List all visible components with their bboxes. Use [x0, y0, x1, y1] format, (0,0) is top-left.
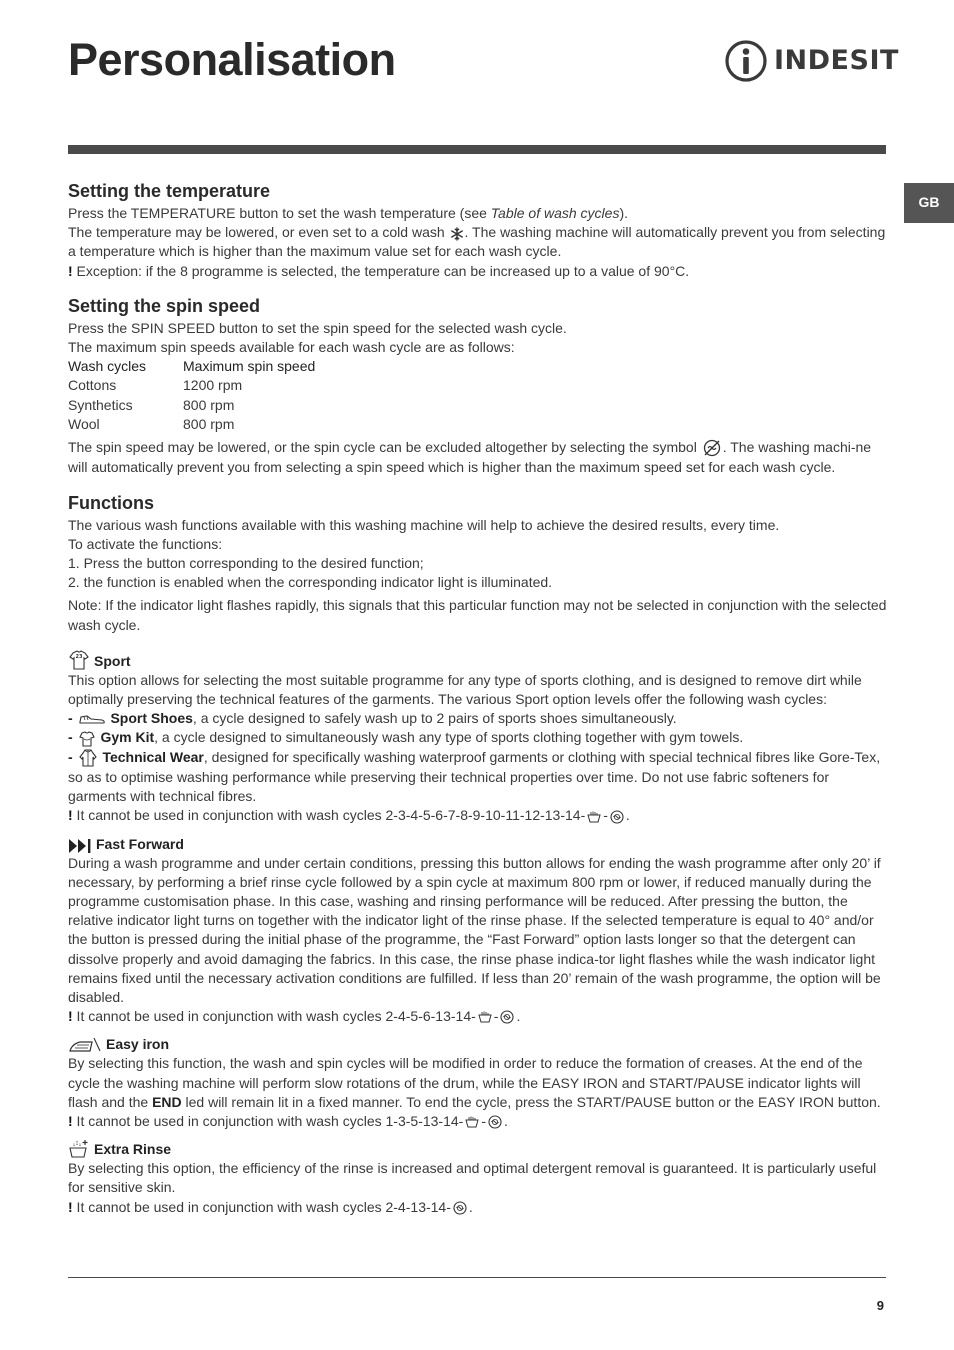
spin-speed-table — [68, 357, 315, 434]
table-cell: Cottons — [68, 377, 117, 394]
spin-cycle-icon — [452, 1200, 468, 1216]
sport-restriction: ! It cannot be used in conjunction with wash cycles 2-3-4-5-6-7-8-9-10-11-12-13-14- - . — [68, 807, 630, 824]
spin-paragraph-3: The spin speed may be lowered, or the spin cycle can be excluded altogether by selecting the symbol . The washing machi-ne will automatically prevent you from selecting a spin speed which is higher than the maximum speed set for each wash cycle. — [68, 439, 872, 476]
spin-section — [68, 293, 888, 478]
temperature-section — [68, 178, 888, 281]
page-number: 9 — [876, 1298, 884, 1313]
functions-note: Note: If the indicator light flashes rapidly, this signals that this particular function may not be selected in conjunction with the selected wash cycle. — [68, 597, 887, 633]
temperature-exception: ! Exception: if the 8 programme is selected, the temperature can be increased up to a value of 90°C. — [68, 262, 690, 279]
iron-icon — [68, 1036, 102, 1054]
extra-rinse-label: Extra Rinse — [94, 1141, 172, 1158]
spin-cycle-icon — [499, 1009, 515, 1025]
spin-cycle-icon — [609, 809, 625, 825]
table-header-row — [68, 357, 315, 376]
functions-step-1: 1. Press the button corresponding to the desired function; — [68, 554, 424, 571]
sport-shirt-icon — [68, 649, 90, 671]
hand-wash-icon — [586, 810, 602, 824]
functions-intro: The various wash functions available with this washing machine will help to achieve the desired results, every time. — [68, 516, 780, 533]
functions-heading: Functions — [68, 492, 154, 513]
table-cell: 800 rpm — [183, 396, 235, 413]
table-header-wash-cycles: Wash cycles — [68, 358, 147, 375]
fast-forward-heading — [68, 834, 888, 854]
extra-rinse-restriction: ! It cannot be used in conjunction with wash cycles 2-4-13-14- . — [68, 1198, 473, 1215]
table-header-max-spin: Maximum spin speed — [183, 358, 316, 375]
table-cell: 800 rpm — [183, 415, 235, 432]
table-row — [68, 396, 315, 415]
sport-technical-item: - Technical Wear, designed for specifically washing waterproof garments or clothing with special technical fibres like Gore-Tex, so as to optimise washing performance while preserving their technical properties over time. Do not use fabric softeners for garments with technical fibres. — [68, 748, 881, 805]
spin-cycle-icon — [487, 1114, 503, 1130]
page-title: Personalisation — [68, 34, 396, 85]
extra-rinse-heading — [68, 1139, 888, 1159]
functions-section — [68, 490, 888, 1217]
table-cell: 1200 rpm — [183, 377, 243, 394]
easy-iron-label: Easy iron — [106, 1036, 170, 1053]
no-spin-icon — [702, 438, 722, 458]
extra-rinse-icon — [68, 1139, 90, 1159]
language-tab: GB — [904, 183, 954, 223]
sport-heading — [68, 649, 888, 671]
gym-kit-icon — [78, 730, 96, 748]
spin-heading: Setting the spin speed — [68, 295, 261, 316]
temperature-heading: Setting the temperature — [68, 181, 271, 201]
page-content — [68, 178, 888, 1217]
extra-rinse-description: By selecting this option, the efficiency of the rinse is increased and optimal detergent removal is guaranteed. It is particularly useful for sensitive skin. — [68, 1160, 877, 1196]
technical-wear-icon — [78, 748, 98, 768]
sport-shoes-icon — [78, 713, 106, 725]
fast-forward-description: During a wash programme and under certain conditions, pressing this button allows for ending the wash programme after only 20’ if necessary, by performing a brief rinse cycle followed by a spin cycle at maximum 800 rpm or lower, if reduced manually during the programme customisation phase. In this case, washing and rinsing performance will be reduced. After pressing the button, the relative indicator light turns on together with the indicator light of the rinse phase. If the selected temperature is equal to 40° and/or the button is pressed during the initial phase of the programme, the “Fast Forward” option lasts longer so that the detergent can dissolve properly and avoid damaging the fabrics. In this case, the rinse phase indica-tor light flashes while the wash indicator light remains fixed until the necessary activation conditions are fulfilled. If less than 20’ remain of the wash programme, the option will be disabled. — [68, 854, 881, 1005]
indesit-i-icon — [724, 39, 768, 83]
easy-iron-restriction: ! It cannot be used in conjunction with wash cycles 1-3-5-13-14- - . — [68, 1113, 508, 1129]
sport-gym-item: - Gym Kit, a cycle designed to simultaneously wash any type of sports clothing together with gym towels. — [68, 728, 888, 747]
sport-shoes-item: - Sport Shoes, a cycle designed to safely wash up to 2 pairs of sports shoes simultaneously. — [68, 710, 677, 727]
spin-paragraph-2: The maximum spin speeds available for each wash cycle are as follows: — [68, 339, 515, 356]
hand-wash-icon — [464, 1115, 480, 1129]
table-cell: Synthetics — [68, 396, 133, 413]
easy-iron-heading — [68, 1034, 888, 1054]
hand-wash-icon — [477, 1010, 493, 1024]
brand-name: INDESIT — [774, 45, 899, 77]
temperature-paragraph-2: The temperature may be lowered, or even set to a cold wash . The washing machine will automatically prevent you from selecting a temperature which is higher than the maximum value set for each wash cycle. — [68, 224, 886, 260]
header-divider — [68, 145, 886, 154]
fast-forward-label: Fast Forward — [96, 835, 184, 852]
svg-text:23: 23 — [75, 653, 83, 660]
temperature-paragraph-1: Press the TEMPERATURE button to set the wash temperature (see Table of wash cycles). — [68, 205, 629, 221]
footer-divider — [68, 1277, 886, 1278]
functions-activate: To activate the functions: — [68, 535, 223, 552]
spin-paragraph-1: Press the SPIN SPEED button to set the spin speed for the selected wash cycle. — [68, 319, 567, 336]
functions-step-2: 2. the function is enabled when the corresponding indicator light is illuminated. — [68, 574, 553, 591]
fast-forward-icon — [68, 838, 92, 854]
fast-forward-restriction: ! It cannot be used in conjunction with wash cycles 2-4-5-6-13-14- - . — [68, 1008, 521, 1025]
easy-iron-description: By selecting this function, the wash and spin cycles will be modified in order to reduce the formation of creases. At the end of the cycle the washing machine will perform slow rotations of the drum, while the EASY IRON and START/PAUSE indicator lights will flash and the END led will remain lit in a fixed manner. To end the cycle, press the START/PAUSE button or the EASY IRON button. — [68, 1055, 881, 1110]
table-row — [68, 376, 315, 395]
snowflake-icon — [450, 227, 464, 241]
table-row — [68, 415, 315, 434]
table-cell: Wool — [68, 415, 100, 432]
sport-label: Sport — [94, 652, 131, 669]
brand-logo — [724, 38, 899, 84]
sport-description: This option allows for selecting the most suitable programme for any type of sports clothing, and is designed to remove dirt while optimally preserving the technical features of the garments. The various Sport option levels offer the following wash cycles: — [68, 671, 862, 707]
